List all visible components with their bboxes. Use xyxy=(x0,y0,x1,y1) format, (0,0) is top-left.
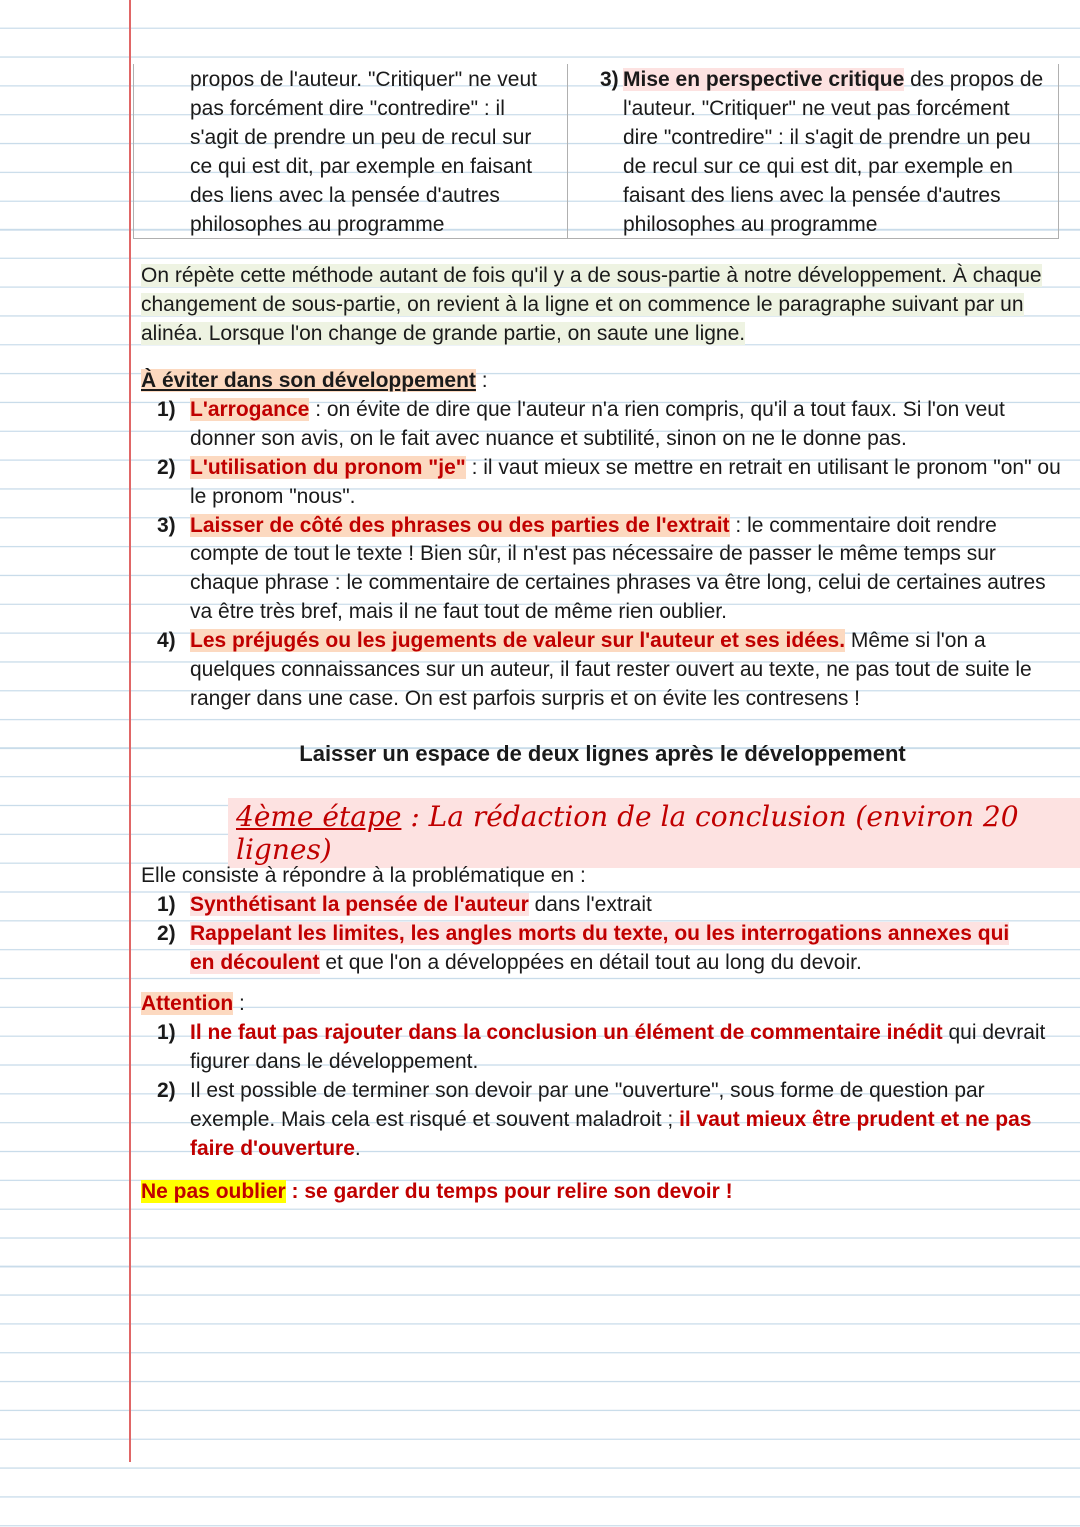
attention-label: Attention xyxy=(141,992,234,1015)
step4-underlined: 4ème étape xyxy=(236,800,402,833)
margin-line xyxy=(129,0,131,1462)
avoid-item-number: 1) xyxy=(157,397,176,421)
table-right-text: des propos de l'auteur. "Critiquer" ne veut pas forcément dire "contredire" : il s'agit de prendre un peu de recul sur ce qui est dit, par exemple en faisant des liens avec la pensée d'autres philosophes au programme xyxy=(623,68,1044,236)
conclusion-item-2 xyxy=(141,920,1068,978)
avoid-item-bold: Laisser de côté des phrases ou des parties de l'extrait xyxy=(190,513,730,537)
avoid-item-number: 3) xyxy=(157,513,176,537)
avoid-heading-colon: : xyxy=(475,369,488,392)
avoid-item-2 xyxy=(141,454,1068,512)
conclusion-item-1 xyxy=(141,891,1068,920)
avoid-item-text: : il vaut mieux se mettre en retrait en utilisant le pronom "on" ou le pronom "nous". xyxy=(190,455,1061,508)
avoid-item-bold: L'utilisation du pronom "je" xyxy=(190,455,466,479)
attention-item-2 xyxy=(141,1077,1068,1164)
step4-title xyxy=(228,798,1080,868)
avoid-heading-line xyxy=(141,367,1068,396)
repeat-paragraph-text: On répète cette méthode autant de fois qu'il y a de sous-partie à notre développement. À chaque changement de sous-partie, on revient à la ligne et on commence le paragraphe suivant par un alinéa. Lorsque l'on change de grande partie, on saute une ligne. xyxy=(141,264,1042,345)
attention-heading-line xyxy=(141,990,1068,1019)
avoid-item-4 xyxy=(141,627,1068,714)
conclusion-section xyxy=(141,862,1068,978)
attention-item-number: 2) xyxy=(157,1078,176,1102)
conclusion-item-number: 1) xyxy=(157,892,176,916)
center-note: Laisser un espace de deux lignes après le développement xyxy=(299,741,906,766)
avoid-item-number: 2) xyxy=(157,455,176,479)
footer-note xyxy=(141,1178,1062,1207)
attention-item-number: 1) xyxy=(157,1020,176,1044)
attention-item-bold: il vaut mieux être prudent et ne pas faire d'ouverture xyxy=(190,1107,1032,1160)
table-right-number: 3) xyxy=(600,68,619,91)
conclusion-item-bold: Synthétisant la pensée de l'auteur xyxy=(190,892,529,916)
methods-table xyxy=(133,64,1059,239)
table-cell-right xyxy=(568,64,1058,238)
attention-item-bold: Il ne faut pas rajouter dans la conclusion un élément de commentaire inédit xyxy=(190,1020,943,1044)
avoid-item-text: : on évite de dire que l'auteur n'a rien compris, qu'il a tout faux. Si l'on veut donner son avis, on le fait avec nuance et subtilité, sinon on ne le donne pas. xyxy=(190,397,1005,450)
avoid-item-number: 4) xyxy=(157,629,176,653)
conclusion-item-number: 2) xyxy=(157,921,176,945)
table-right-bold: Mise en perspective critique xyxy=(623,68,905,91)
avoid-item-text: Même si l'on a quelques connaissances sur un auteur, il faut rester ouvert au texte, ne pas tout de suite le ranger dans une case. On est parfois surpris et on évite les contresens ! xyxy=(190,629,1032,710)
footer-label: Ne pas oublier xyxy=(141,1180,286,1203)
conclusion-item-bold: Rappelant les limites, les angles morts du texte, ou les interrogations annexes qui en découlent xyxy=(190,921,1010,974)
table-cell-left xyxy=(134,64,568,238)
attention-section xyxy=(141,990,1068,1163)
avoid-item-3 xyxy=(141,512,1068,628)
attention-item-text: Il est possible de terminer son devoir par une "ouverture", sous forme de question par exemple. Mais cela est risqué et souvent maladroit ; xyxy=(190,1078,985,1131)
conclusion-item-text: dans l'extrait xyxy=(528,892,652,916)
attention-item-text: qui devrait figurer dans le développement. xyxy=(190,1020,1046,1073)
avoid-item-bold: L'arrogance xyxy=(190,397,310,421)
avoid-item-bold: Les préjugés ou les jugements de valeur sur l'auteur et ses idées. xyxy=(190,629,846,653)
footer-text: : se garder du temps pour relire son devoir ! xyxy=(285,1180,733,1203)
conclusion-item-text: et que l'on a développées en détail tout au long du devoir. xyxy=(319,950,862,974)
avoid-heading: À éviter dans son développement xyxy=(141,369,476,392)
step4-rest: : La rédaction de la conclusion (environ 20 lignes) xyxy=(236,800,1019,866)
avoid-section xyxy=(141,367,1068,714)
table-left-text: propos de l'auteur. "Critiquer" ne veut pas forcément dire "contredire" : il s'agit de prendre un peu de recul sur ce qui est dit, par exemple en faisant des liens avec la pensée d'autres philosophes au programme xyxy=(190,68,537,236)
attention-item-1 xyxy=(141,1019,1068,1077)
repeat-paragraph xyxy=(141,262,1062,349)
attention-colon: : xyxy=(233,992,245,1015)
avoid-item-text: : le commentaire doit rendre compte de tout le texte ! Bien sûr, il n'est pas nécessaire de passer le même temps sur chaque phrase : le commentaire de certaines phrases va être long, celui de certaines autres va être très bref, mais il ne faut tout de même rien oublier. xyxy=(190,513,1046,624)
conclusion-intro: Elle consiste à répondre à la problématique en : xyxy=(141,864,586,887)
attention-item-end: . xyxy=(354,1136,361,1160)
avoid-item-1 xyxy=(141,396,1068,454)
